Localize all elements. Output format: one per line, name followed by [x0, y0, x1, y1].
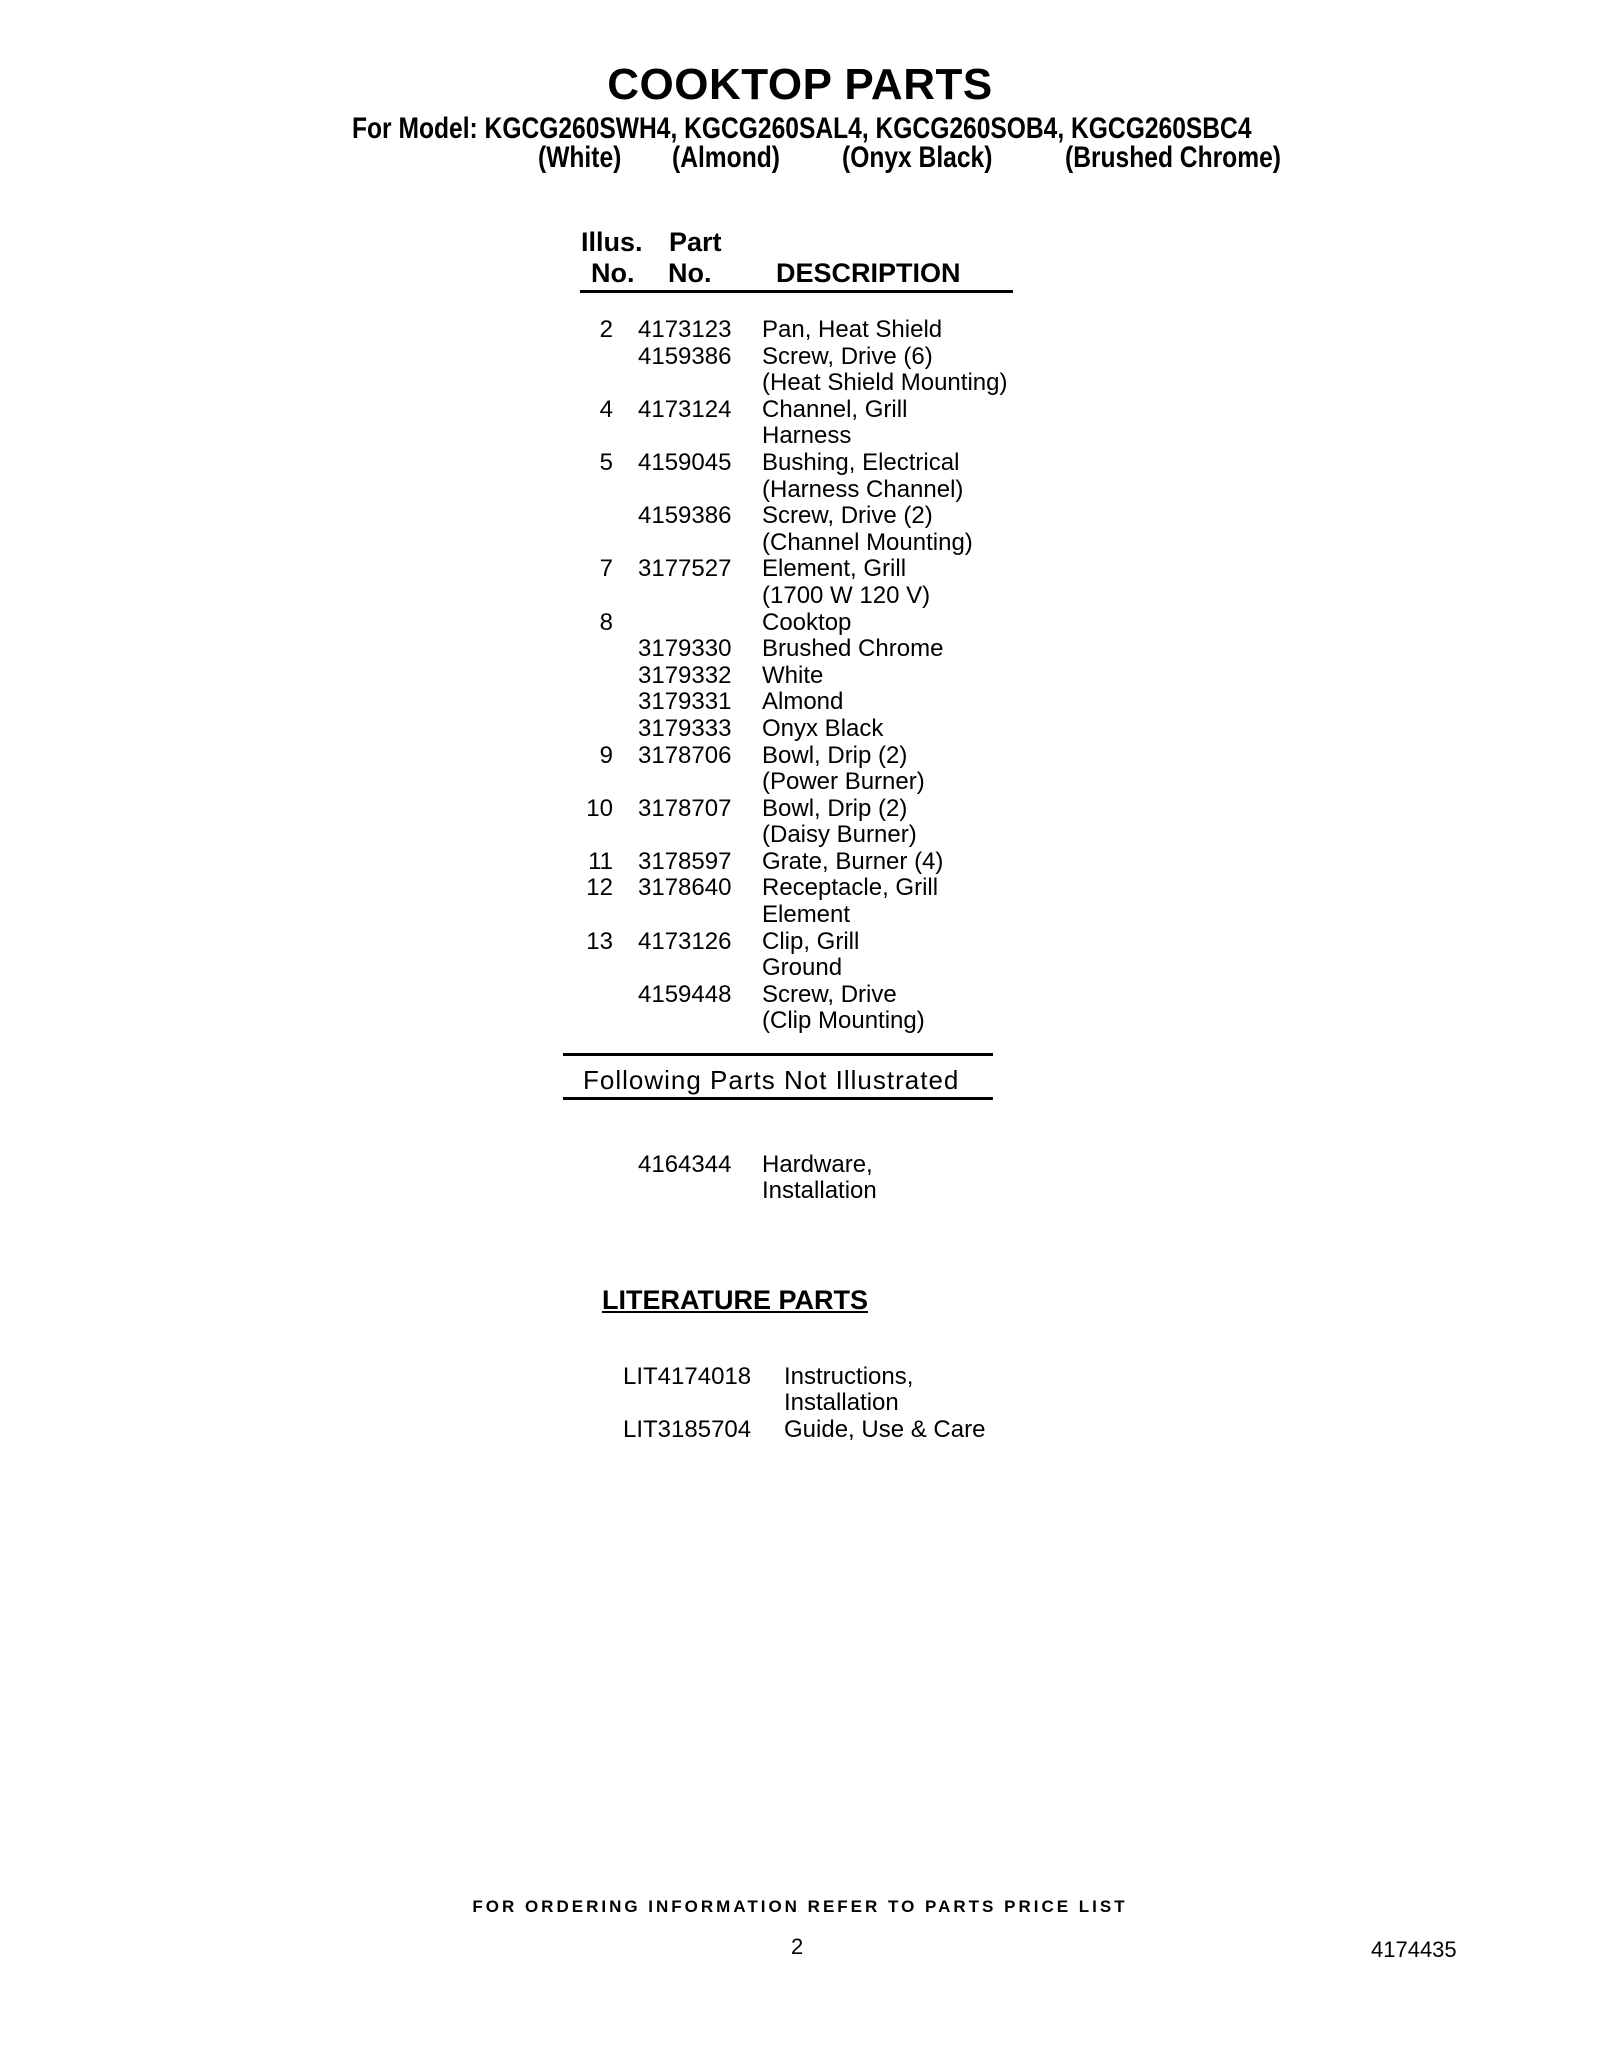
- part-number: 3177527: [638, 555, 732, 583]
- table-row: [580, 477, 1040, 504]
- part-number: 3179333: [638, 714, 732, 742]
- table-row: [580, 530, 1040, 557]
- part-number: 4173123: [638, 316, 732, 343]
- literature-desc: Installation: [784, 1389, 899, 1416]
- part-description: Brushed Chrome: [762, 635, 944, 663]
- table-row: [580, 982, 1040, 1009]
- table-row: [580, 743, 1040, 770]
- illus-number: 5: [599, 448, 613, 476]
- part-description: Pan, Heat Shield: [762, 316, 943, 343]
- illus-number: 7: [599, 555, 613, 583]
- table-row: [580, 796, 1040, 823]
- table-row: [580, 556, 1040, 583]
- part-number: 4159045: [638, 448, 732, 476]
- color-label-onyx-black: (Onyx Black): [842, 141, 993, 174]
- table-row: [580, 929, 1040, 956]
- part-number: 4159448: [638, 980, 732, 1008]
- table-row: [580, 583, 1040, 610]
- not-illustrated-desc-line1: Hardware,: [762, 1151, 873, 1178]
- description-header: DESCRIPTION: [776, 258, 961, 288]
- table-row: [580, 663, 1040, 690]
- part-number: 3179331: [638, 688, 732, 716]
- part-description: (Channel Mounting): [762, 528, 973, 556]
- part-description: (Power Burner): [762, 768, 925, 796]
- color-label-brushed-chrome: (Brushed Chrome): [1065, 141, 1281, 174]
- part-description: Screw, Drive: [762, 980, 897, 1008]
- part-description: Screw, Drive (2): [762, 502, 933, 530]
- illus-number: 11: [588, 847, 613, 875]
- illus-header-line1: Illus.: [581, 227, 643, 257]
- illus-number: 13: [586, 927, 613, 955]
- color-label-almond: (Almond): [672, 141, 780, 174]
- part-description: Bushing, Electrical: [762, 448, 960, 476]
- part-description: (1700 W 120 V): [762, 581, 931, 609]
- divider-bottom: [563, 1097, 993, 1100]
- document-number: 4174435: [1371, 1937, 1457, 1962]
- literature-part-number: LIT4174018: [623, 1363, 752, 1390]
- table-row: [580, 370, 1040, 397]
- table-row: [580, 503, 1040, 530]
- part-description: (Heat Shield Mounting): [762, 369, 1008, 397]
- part-number: 4173124: [638, 395, 732, 423]
- part-number: 3179332: [638, 661, 732, 689]
- not-illustrated-label: Following Parts Not Illustrated: [583, 1065, 960, 1095]
- part-description: Cooktop: [762, 608, 852, 636]
- table-row: [580, 450, 1040, 477]
- table-row: [580, 822, 1040, 849]
- part-number: 4159386: [638, 342, 732, 370]
- literature-desc: Instructions,: [784, 1363, 914, 1390]
- illus-number: 10: [586, 794, 613, 822]
- model-line: For Model: KGCG260SWH4, KGCG260SAL4, KGCG260SOB4, KGCG260SBC4: [352, 112, 1252, 145]
- table-row: [580, 636, 1040, 663]
- table-row: [580, 610, 1040, 637]
- ordering-note: FOR ORDERING INFORMATION REFER TO PARTS PRICE LIST: [472, 1897, 1128, 1916]
- divider-top: [563, 1053, 993, 1056]
- part-header-line1: Part: [669, 227, 722, 257]
- table-row: [580, 344, 1040, 371]
- header-divider: [580, 290, 1013, 293]
- table-row: [580, 689, 1040, 716]
- table-row: [580, 902, 1040, 929]
- part-number: 4173126: [638, 927, 732, 955]
- part-description: Receptacle, Grill: [762, 874, 939, 902]
- illus-number: 4: [599, 395, 613, 423]
- table-row: [580, 317, 1040, 344]
- literature-desc: Guide, Use & Care: [784, 1416, 986, 1443]
- table-row: [580, 849, 1040, 876]
- part-number: 4159386: [638, 502, 732, 530]
- part-header-line2: No.: [668, 258, 712, 288]
- table-row: [580, 955, 1040, 982]
- part-description: (Harness Channel): [762, 475, 964, 503]
- part-description: Channel, Grill: [762, 395, 908, 423]
- table-row: [580, 769, 1040, 796]
- part-description: Onyx Black: [762, 714, 884, 742]
- part-description: Element: [762, 901, 851, 929]
- part-description: Ground: [762, 954, 843, 982]
- part-number: 3179330: [638, 635, 732, 663]
- page-number: 2: [791, 1934, 804, 1959]
- illus-header-line2: No.: [591, 258, 635, 288]
- part-description: Harness: [762, 422, 852, 450]
- part-description: Screw, Drive (6): [762, 342, 933, 370]
- part-description: Almond: [762, 688, 844, 716]
- table-row: [580, 423, 1040, 450]
- not-illustrated-part-number: 4164344: [638, 1151, 732, 1178]
- part-description: (Daisy Burner): [762, 821, 917, 849]
- illus-number: 9: [599, 741, 613, 769]
- literature-heading: LITERATURE PARTS: [602, 1285, 868, 1315]
- part-description: (Clip Mounting): [762, 1007, 925, 1035]
- color-label-white: (White): [538, 141, 622, 174]
- part-description: Grate, Burner (4): [762, 847, 944, 875]
- table-row: [580, 1008, 1040, 1035]
- not-illustrated-desc-line2: Installation: [762, 1177, 877, 1204]
- table-row: [580, 397, 1040, 424]
- illus-number: 2: [599, 316, 613, 343]
- part-description: Clip, Grill: [762, 927, 860, 955]
- part-number: 3178597: [638, 847, 732, 875]
- part-number: 3178640: [638, 874, 732, 902]
- part-description: Bowl, Drip (2): [762, 741, 908, 769]
- page-title: COOKTOP PARTS: [607, 60, 993, 109]
- parts-table: [580, 317, 1040, 1035]
- illus-number: 12: [586, 874, 613, 902]
- part-description: Element, Grill: [762, 555, 907, 583]
- literature-part-number: LIT3185704: [623, 1416, 752, 1443]
- illus-number: 8: [599, 608, 613, 636]
- table-row: [580, 875, 1040, 902]
- part-number: 3178706: [638, 741, 732, 769]
- part-description: Bowl, Drip (2): [762, 794, 908, 822]
- part-number: 3178707: [638, 794, 732, 822]
- part-description: White: [762, 661, 824, 689]
- table-row: [580, 716, 1040, 743]
